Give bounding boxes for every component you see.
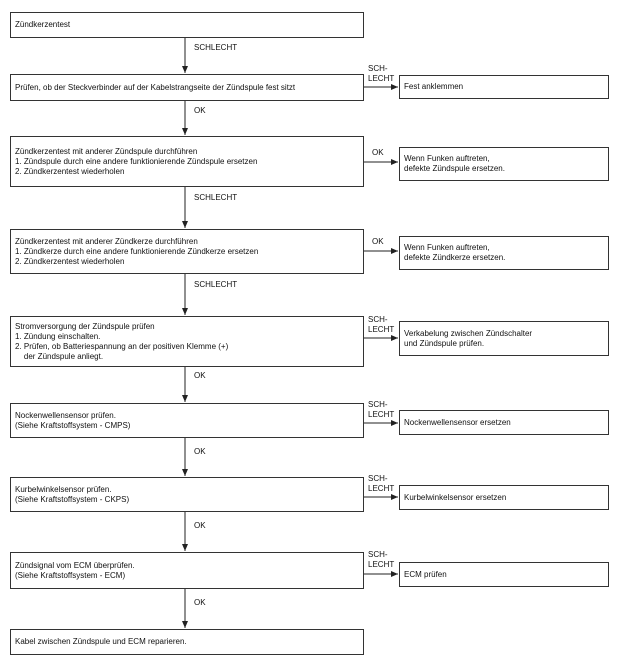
result-box bbox=[399, 562, 609, 587]
step-text: 1. Zündkerze durch eine andere funktionierende Zündkerze ersetzen bbox=[15, 246, 259, 256]
down-label: SCHLECHT bbox=[194, 43, 238, 52]
result-box bbox=[399, 147, 609, 181]
side-label-line: LECHT bbox=[368, 410, 395, 419]
side-label bbox=[372, 148, 384, 158]
step-text: Nockenwellensensor prüfen. bbox=[15, 410, 116, 420]
step-box bbox=[10, 552, 364, 589]
down-label: OK bbox=[194, 371, 206, 380]
step-text: 2. Zündkerzentest wiederholen bbox=[15, 256, 125, 266]
result-box bbox=[399, 236, 609, 270]
result-box bbox=[399, 410, 609, 435]
result-box bbox=[399, 485, 609, 510]
result-text: defekte Zündkerze ersetzen. bbox=[404, 253, 506, 262]
result-text: ECM prüfen bbox=[404, 569, 447, 579]
step-text: Zündkerzentest bbox=[15, 20, 71, 29]
result-box bbox=[399, 75, 609, 99]
side-label-line: SCH- bbox=[368, 315, 388, 324]
step-text: 1. Zündung einschalten. bbox=[15, 331, 101, 341]
side-label bbox=[372, 237, 384, 247]
step-text: (Siehe Kraftstoffsystem - CMPS) bbox=[15, 420, 131, 430]
step-text: Zündkerzentest mit anderer Zündspule durchführen bbox=[15, 146, 198, 156]
step-box bbox=[10, 74, 364, 101]
step-box bbox=[10, 229, 364, 274]
step-box bbox=[10, 136, 364, 187]
step-box bbox=[10, 12, 364, 38]
down-label: OK bbox=[194, 598, 206, 607]
side-label bbox=[368, 550, 394, 570]
result-text: Wenn Funken auftreten, bbox=[404, 154, 490, 163]
result-text: Fest anklemmen bbox=[404, 82, 464, 91]
down-label: OK bbox=[194, 106, 206, 115]
down-label: SCHLECHT bbox=[194, 280, 238, 289]
step-box bbox=[10, 629, 364, 655]
side-label-line: OK bbox=[372, 148, 384, 157]
step-text: Kurbelwinkelsensor prüfen. bbox=[15, 484, 112, 494]
side-label-line: SCH- bbox=[368, 474, 388, 483]
step-text: Stromversorgung der Zündspule prüfen bbox=[15, 321, 155, 331]
side-label-line: OK bbox=[372, 237, 384, 246]
step-text: Prüfen, ob der Steckverbinder auf der Kabelstrangseite der Zündspule fest sitzt bbox=[15, 82, 296, 92]
step-text: 1. Zündspule durch eine andere funktionierende Zündspule ersetzen bbox=[15, 156, 258, 166]
step-text: (Siehe Kraftstoffsystem - CKPS) bbox=[15, 494, 130, 504]
step-box bbox=[10, 403, 364, 438]
side-label bbox=[368, 400, 394, 420]
down-label: OK bbox=[194, 447, 206, 456]
down-label: OK bbox=[194, 521, 206, 530]
step-text: 2. Zündkerzentest wiederholen bbox=[15, 166, 125, 176]
result-box bbox=[399, 321, 609, 356]
side-label bbox=[368, 315, 394, 335]
step-text: 2. Prüfen, ob Batteriespannung an der positiven Klemme (+) bbox=[15, 341, 229, 351]
step-box bbox=[10, 316, 364, 367]
side-label bbox=[368, 474, 394, 494]
step-text: Zündkerzentest mit anderer Zündkerze durchführen bbox=[15, 236, 198, 246]
result-text: Wenn Funken auftreten, bbox=[404, 243, 490, 252]
side-label-line: SCH- bbox=[368, 64, 388, 73]
side-label-line: LECHT bbox=[368, 560, 395, 569]
side-label bbox=[368, 64, 394, 84]
step-text: Zündsignal vom ECM überprüfen. bbox=[15, 560, 135, 570]
step-text: (Siehe Kraftstoffsystem - ECM) bbox=[15, 570, 126, 580]
result-text: und Zündspule prüfen. bbox=[404, 338, 485, 348]
side-label-line: SCH- bbox=[368, 400, 388, 409]
result-text: Nockenwellensensor ersetzen bbox=[404, 417, 511, 427]
side-label-line: LECHT bbox=[368, 74, 395, 83]
step-box bbox=[10, 477, 364, 512]
step-text: der Zündspule anliegt. bbox=[15, 351, 104, 361]
step-text: Kabel zwischen Zündspule und ECM reparieren. bbox=[15, 637, 187, 646]
side-label-line: LECHT bbox=[368, 484, 395, 493]
result-text: defekte Zündspule ersetzen. bbox=[404, 164, 505, 173]
side-label-line: LECHT bbox=[368, 325, 395, 334]
side-label-line: SCH- bbox=[368, 550, 388, 559]
result-text: Kurbelwinkelsensor ersetzen bbox=[404, 492, 507, 502]
result-text: Verkabelung zwischen Zündschalter bbox=[404, 328, 533, 338]
down-label: SCHLECHT bbox=[194, 193, 238, 202]
